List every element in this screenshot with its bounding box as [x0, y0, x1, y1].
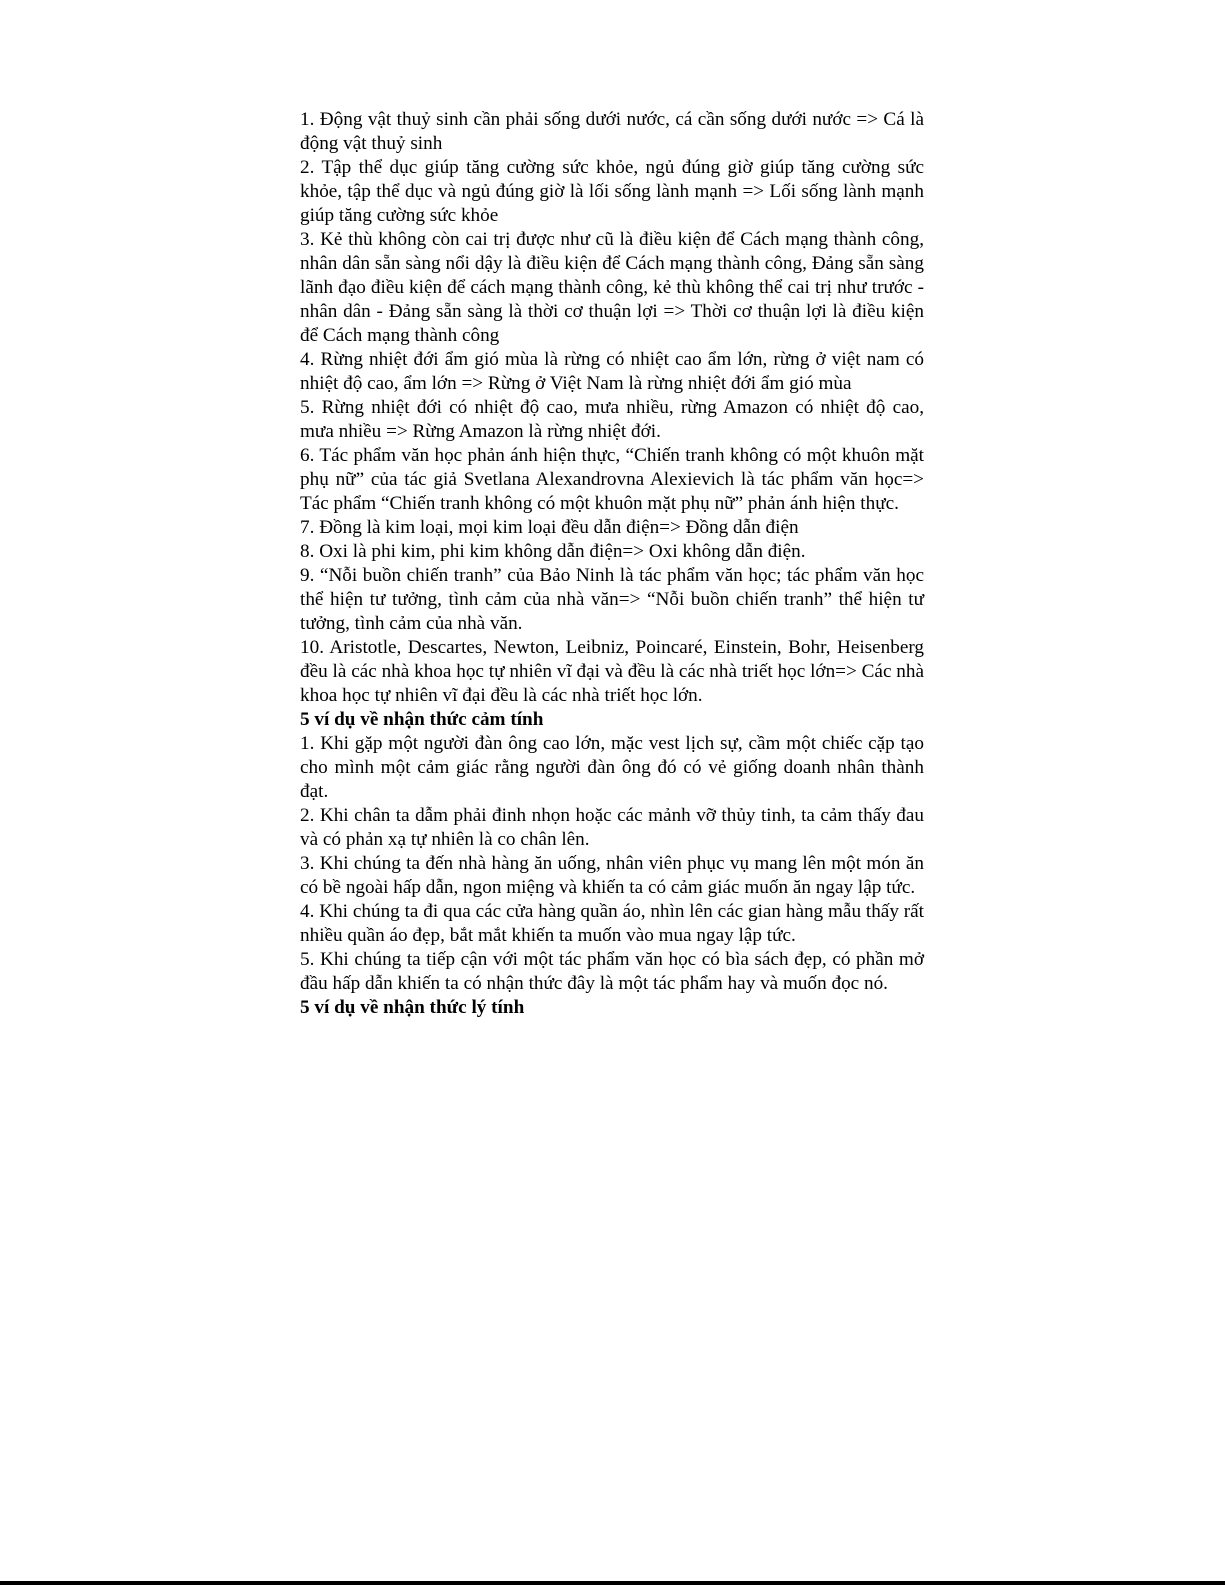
sensory-example-1: 1. Khi gặp một người đàn ông cao lớn, mặc vest lịch sự, cầm một chiếc cặp tạo cho mình một cảm giác rằng người đàn ông đó có vẻ giống doanh nhân thành đạt.: [300, 733, 924, 802]
sensory-example-3: 3. Khi chúng ta đến nhà hàng ăn uống, nhân viên phục vụ mang lên một món ăn có bề ngoài hấp dẫn, ngon miệng và khiến ta có cảm giác muốn ăn ngay lập tức.: [300, 853, 924, 898]
deductive-example-10: 10. Aristotle, Descartes, Newton, Leibniz, Poincaré, Einstein, Bohr, Heisenberg đều là các nhà khoa học tự nhiên vĩ đại và đều là các nhà triết học lớn=> Các nhà khoa học tự nhiên vĩ đại đều là các nhà triết học lớn.: [300, 637, 924, 706]
deductive-example-7: 7. Đồng là kim loại, mọi kim loại đều dẫn điện=> Đồng dẫn điện: [300, 517, 799, 538]
deductive-example-1: 1. Động vật thuỷ sinh cần phải sống dưới nước, cá cần sống dưới nước => Cá là động vật thuỷ sinh: [300, 109, 924, 154]
rational-cognition-heading: 5 ví dụ về nhận thức lý tính: [300, 997, 525, 1018]
deductive-example-6: 6. Tác phẩm văn học phản ánh hiện thực, “Chiến tranh không có một khuôn mặt phụ nữ” của tác giả Svetlana Alexandrovna Alexievich là tác phẩm văn học=> Tác phẩm “Chiến tranh không có một khuôn mặt phụ nữ” phản ánh hiện thực.: [300, 445, 924, 514]
document-body: [300, 108, 924, 1020]
sensory-example-5: 5. Khi chúng ta tiếp cận với một tác phẩm văn học có bìa sách đẹp, có phần mở đầu hấp dẫn khiến ta có nhận thức đây là một tác phẩm hay và muốn đọc nó.: [300, 949, 924, 994]
deductive-example-8: 8. Oxi là phi kim, phi kim không dẫn điện=> Oxi không dẫn điện.: [300, 541, 806, 562]
sensory-example-4: 4. Khi chúng ta đi qua các cửa hàng quần áo, nhìn lên các gian hàng mẫu thấy rất nhiều quần áo đẹp, bắt mắt khiến ta muốn vào mua ngay lập tức.: [300, 901, 924, 946]
page-bottom-border: [0, 1581, 1225, 1585]
sensory-example-2: 2. Khi chân ta dẫm phải đinh nhọn hoặc các mảnh vỡ thủy tinh, ta cảm thấy đau và có phản xạ tự nhiên là co chân lên.: [300, 805, 924, 850]
deductive-example-4: 4. Rừng nhiệt đới ẩm gió mùa là rừng có nhiệt cao ẩm lớn, rừng ở việt nam có nhiệt độ cao, ẩm lớn => Rừng ở Việt Nam là rừng nhiệt đới ẩm gió mùa: [300, 349, 924, 394]
deductive-example-5: 5. Rừng nhiệt đới có nhiệt độ cao, mưa nhiều, rừng Amazon có nhiệt độ cao, mưa nhiều => Rừng Amazon là rừng nhiệt đới.: [300, 397, 924, 442]
deductive-example-2: 2. Tập thể dục giúp tăng cường sức khỏe, ngủ đúng giờ giúp tăng cường sức khỏe, tập thể dục và ngủ đúng giờ là lối sống lành mạnh => Lối sống lành mạnh giúp tăng cường sức khỏe: [300, 157, 924, 226]
sensory-cognition-heading: 5 ví dụ về nhận thức cảm tính: [300, 709, 544, 730]
deductive-example-3: 3. Kẻ thù không còn cai trị được như cũ là điều kiện để Cách mạng thành công, nhân dân sẵn sàng nổi dậy là điều kiện để Cách mạng thành công, Đảng sẵn sàng lãnh đạo điều kiện để cách mạng thành công, kẻ thù không thể cai trị như trước - nhân dân - Đảng sẵn sàng là thời cơ thuận lợi => Thời cơ thuận lợi là điều kiện để Cách mạng thành công: [300, 229, 924, 346]
deductive-example-9: 9. “Nỗi buồn chiến tranh” của Bảo Ninh là tác phẩm văn học; tác phẩm văn học thể hiện tư tưởng, tình cảm của nhà văn=> “Nỗi buồn chiến tranh” thể hiện tư tưởng, tình cảm của nhà văn.: [300, 565, 924, 634]
